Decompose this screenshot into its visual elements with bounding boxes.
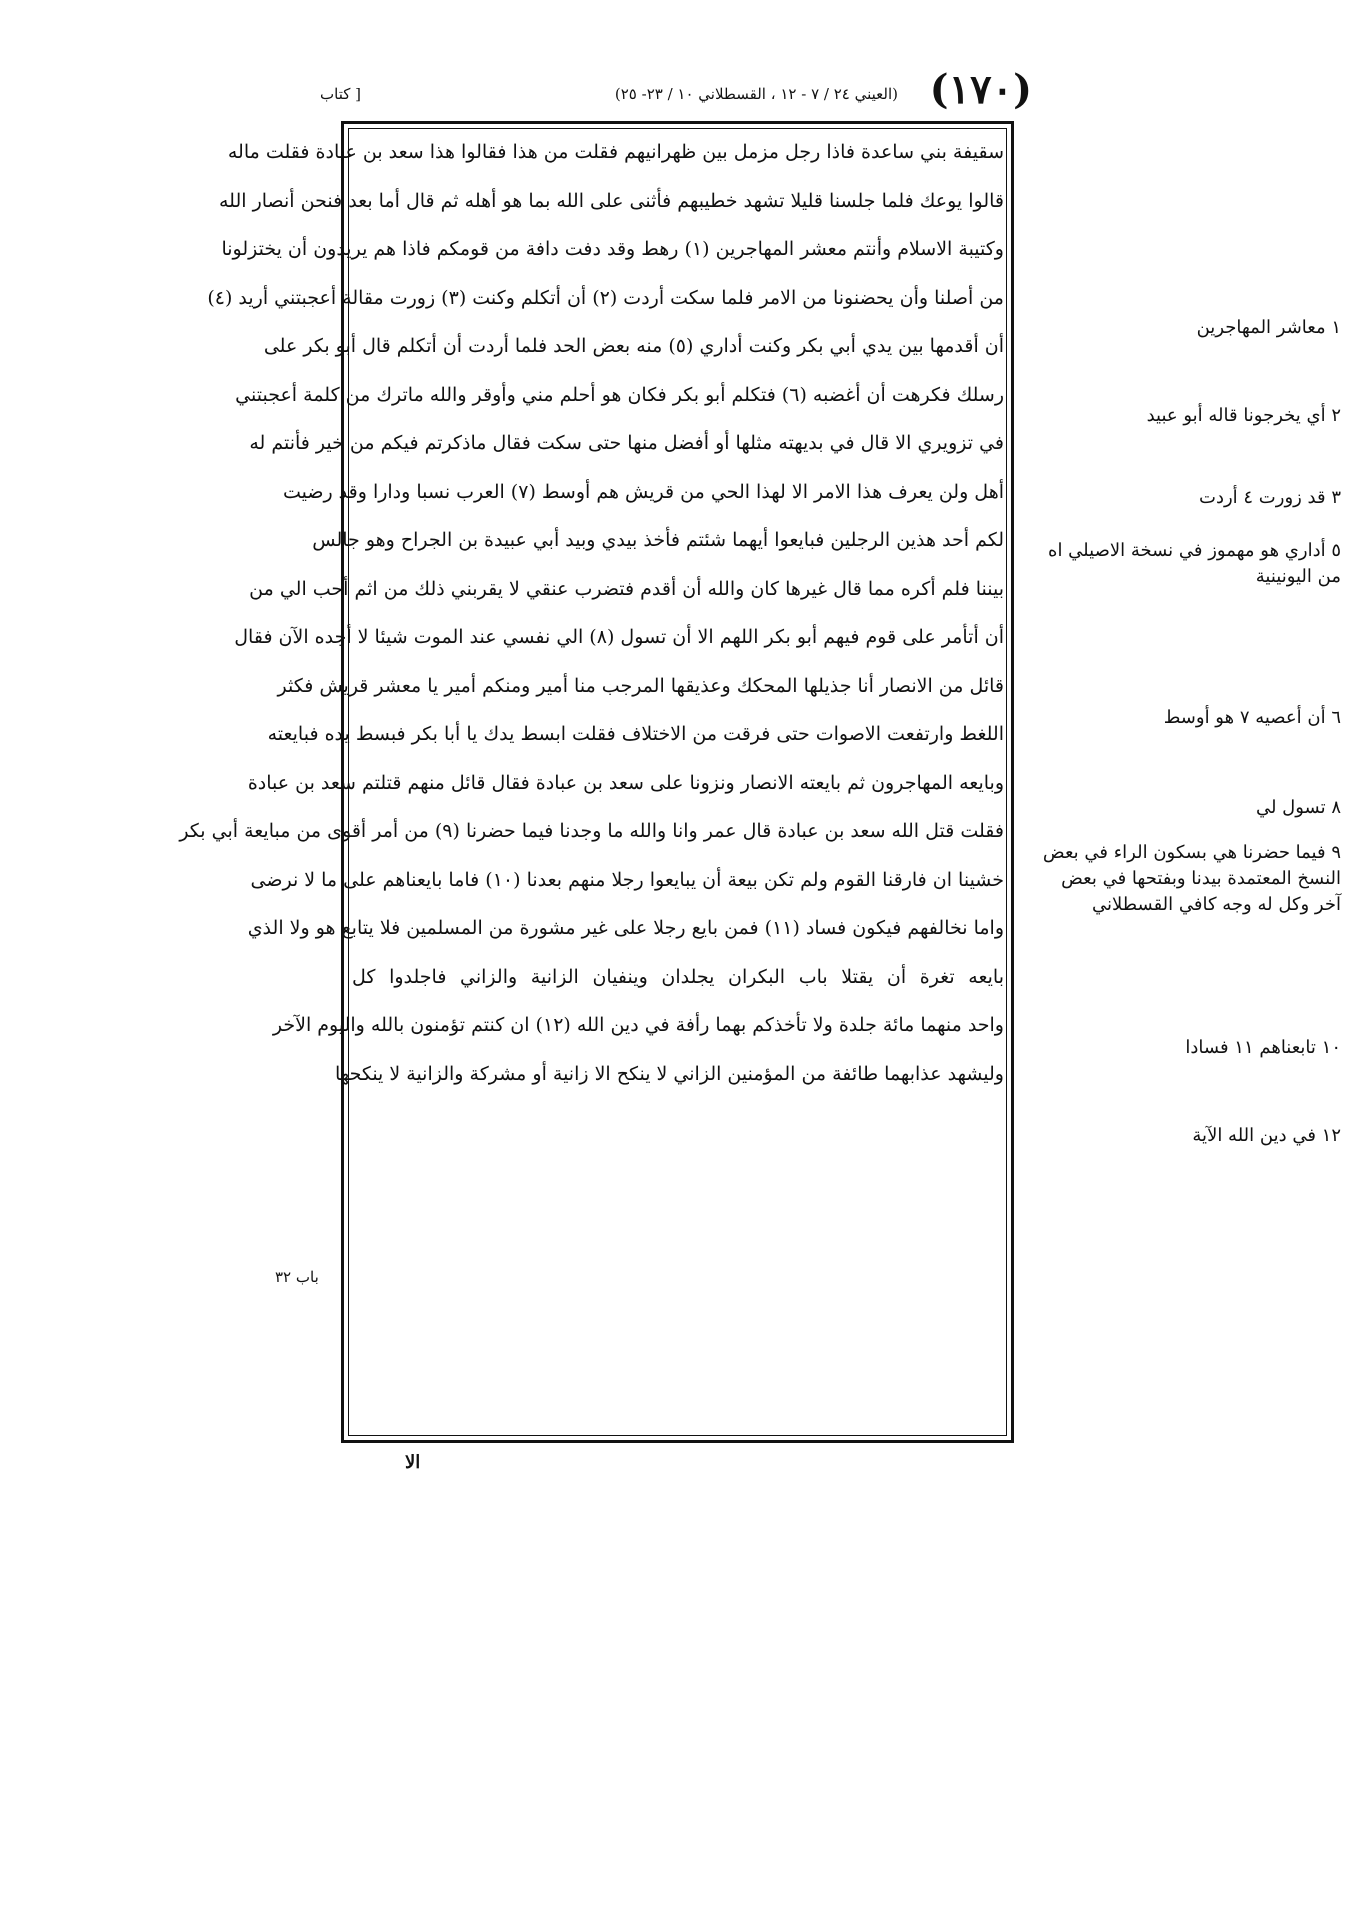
page-number: (١٧٠) — [929, 66, 1032, 113]
text-line: لكم أحد هذين الرجلين فبايعوا أيهما شئتم فأخذ بيدي وبيد أبي عبيدة بن الجراح وهو جالس — [312, 529, 1004, 551]
margin-note: ١٢ في دين الله الآية — [1192, 1125, 1341, 1146]
margin-note: ٩ فيما حضرنا هي بسكون الراء في بعض النسخ المعتمدة بيدنا وبفتحها في بعض آخر وكل له وجه كافي القسطلاني — [1042, 842, 1341, 915]
text-line: أهل ولن يعرف هذا الامر الا لهذا الحي من قريش هم أوسط (٧) العرب نسبا ودارا وقد رضيت — [282, 480, 1004, 503]
margin-note: ٥ أداري هو مهموز في نسخة الاصيلي اه من اليونينية — [1048, 540, 1341, 587]
text-line: بيننا فلم أكره مما قال غيرها كان والله أن أقدم فتضرب عنقي لا يقربني ذلك من اثم أحب الي من — [249, 577, 1004, 600]
text-line: وليشهد عذابهما طائفة من المؤمنين الزاني لا ينكح الا زانية أو مشركة والزانية لا ينكحها — [335, 1062, 1004, 1085]
text-line: وكتيبة الاسلام وأنتم معشر المهاجرين (١) رهط وقد دفت دافة من قومكم فاذا هم يريدون أن يختزلونا — [221, 238, 1004, 260]
catchword: الا — [405, 1452, 421, 1473]
text-line: واما نخالفهم فيكون فساد (١١) فمن بايع رجلا على غير مشورة من المسلمين فلا يتابع هو ولا الذي — [247, 917, 1004, 939]
text-line: قائل من الانصار أنا جذيلها المحكك وعذيقها المرجب منا أمير ومنكم أمير يا معشر قريش فكثر — [277, 674, 1004, 697]
text-line: أن أقدمها بين يدي أبي بكر وكنت أداري (٥) منه بعض الحد فلما أردت أن أتكلم قال أبو بكر على — [263, 335, 1004, 357]
text-line: خشينا ان فارقنا القوم ولم تكن بيعة أن يبايعوا رجلا منهم بعدنا (١٠) فاما بايعناهم على ما لا نرضى — [250, 868, 1004, 891]
text-line: من أصلنا وأن يحضنونا من الامر فلما سكت أردت (٢) أن أتكلم وكنت (٣) زورت مقالة أعجبتني أريد (٤) — [207, 286, 1004, 309]
chapter-reference: باب ٣٢ — [275, 1268, 319, 1286]
margin-note: ٢ أي يخرجونا قاله أبو عبيد — [1146, 405, 1341, 426]
margin-note: ٣ قد زورت ٤ أردت — [1199, 487, 1341, 508]
text-line: سقيفة بني ساعدة فاذا رجل مزمل بين ظهرانيهم فقلت من هذا فقالوا هذا سعد بن عبادة فقلت ماله — [227, 141, 1004, 163]
text-line: قالوا يوعك فلما جلسنا قليلا تشهد خطيبهم فأثنى على الله بما هو أهله ثم قال أما بعد فنحن أنصار الله — [218, 189, 1004, 212]
text-line: في تزويري الا قال في بديهته مثلها أو أفضل منها حتى سكت فقال ماذكرتم فيكم من خير فأنتم له — [249, 432, 1004, 454]
text-line: بايعه تغرة أن يقتلا باب البكران يجلدان وينفيان الزانية والزاني فاجلدوا كل — [352, 965, 1004, 988]
book-label: [ كتاب — [320, 85, 361, 103]
margin-note: ١ معاشر المهاجرين — [1196, 317, 1341, 338]
text-line: وبايعه المهاجرون ثم بايعته الانصار ونزونا على سعد بن عبادة فقال قائل منهم قتلتم سعد بن عبادة — [247, 771, 1004, 794]
margin-note: ٨ تسول لي — [1255, 797, 1341, 818]
text-line: رسلك فكرهت أن أغضبه (٦) فتكلم أبو بكر فكان هو أحلم مني وأوقر والله ماترك من كلمة أعجبتني — [235, 383, 1004, 406]
text-line: فقلت قتل الله سعد بن عبادة قال عمر وانا والله ما وجدنا فيما حضرنا (٩) من أمر أقوى من مبايعة أبي بكر — [179, 820, 1004, 842]
header-references: (العيني ٢٤ / ٧ - ١٢ ، القسطلاني ١٠ / ٢٣- ٢٥) — [614, 85, 898, 103]
text-line: اللغط وارتفعت الاصوات حتى فرقت من الاختلاف فقلت ابسط يدك يا أبا بكر فبسط يده فبايعته — [267, 723, 1004, 745]
page-header — [320, 58, 1032, 118]
text-line: أن أتأمر على قوم فيهم أبو بكر اللهم الا أن تسول (٨) الي نفسي عند الموت شيئا لا أجده الآن فقال — [234, 626, 1004, 648]
margin-note: ١٠ تابعناهم ١١ فسادا — [1185, 1037, 1341, 1058]
margin-note: ٦ أن أعصيه ٧ هو أوسط — [1163, 707, 1341, 728]
text-line: واحد منهما مائة جلدة ولا تأخذكم بهما رأفة في دين الله (١٢) ان كنتم تؤمنون بالله واليوم الآخر — [272, 1014, 1004, 1036]
